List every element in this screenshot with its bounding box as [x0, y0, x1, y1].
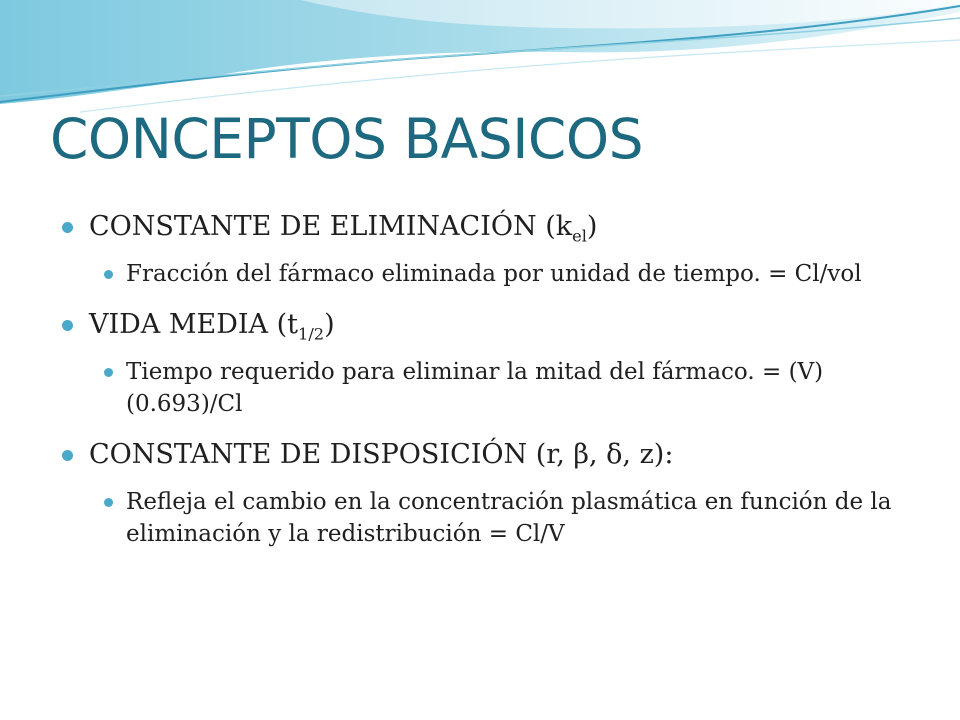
sub-bullet-dot-icon — [104, 498, 113, 507]
bullet-constante-disposicion — [62, 436, 922, 474]
bullet-label: VIDA MEDIA (t — [89, 309, 299, 340]
bullet-constante-eliminacion — [62, 208, 922, 246]
sub-bullet-constante-disposicion — [126, 486, 926, 550]
bullet-subscript: el — [572, 226, 587, 246]
sub-bullet-vida-media — [126, 356, 926, 420]
sub-bullet-text: Fracción del fármaco eliminada por unidad de tiempo. = Cl/vol — [126, 261, 862, 287]
bullet-label: CONSTANTE DE DISPOSICIÓN (r, β, δ, z): — [89, 439, 674, 470]
sub-bullet-constante-eliminacion — [126, 258, 926, 290]
bullet-dot-icon — [62, 450, 73, 461]
bullet-vida-media — [62, 306, 922, 344]
sub-bullet-dot-icon — [104, 270, 113, 279]
bullet-dot-icon — [62, 320, 73, 331]
sub-bullet-text: Refleja el cambio en la concentración plasmática en función de la eliminación y la redistribución = Cl/V — [126, 489, 892, 547]
sub-bullet-text: Tiempo requerido para eliminar la mitad del fármaco. = (V)(0.693)/Cl — [126, 359, 824, 417]
bullet-label: CONSTANTE DE ELIMINACIÓN (k — [89, 211, 573, 242]
bullet-suffix: ) — [586, 211, 598, 242]
header-wave-decoration — [0, 0, 960, 120]
sub-bullet-dot-icon — [104, 368, 113, 377]
bullet-list — [62, 208, 922, 566]
bullet-subscript: 1/2 — [298, 324, 325, 344]
bullet-suffix: ) — [324, 309, 335, 340]
bullet-dot-icon — [62, 222, 73, 233]
slide-title: CONCEPTOS BASICOS — [50, 107, 644, 171]
